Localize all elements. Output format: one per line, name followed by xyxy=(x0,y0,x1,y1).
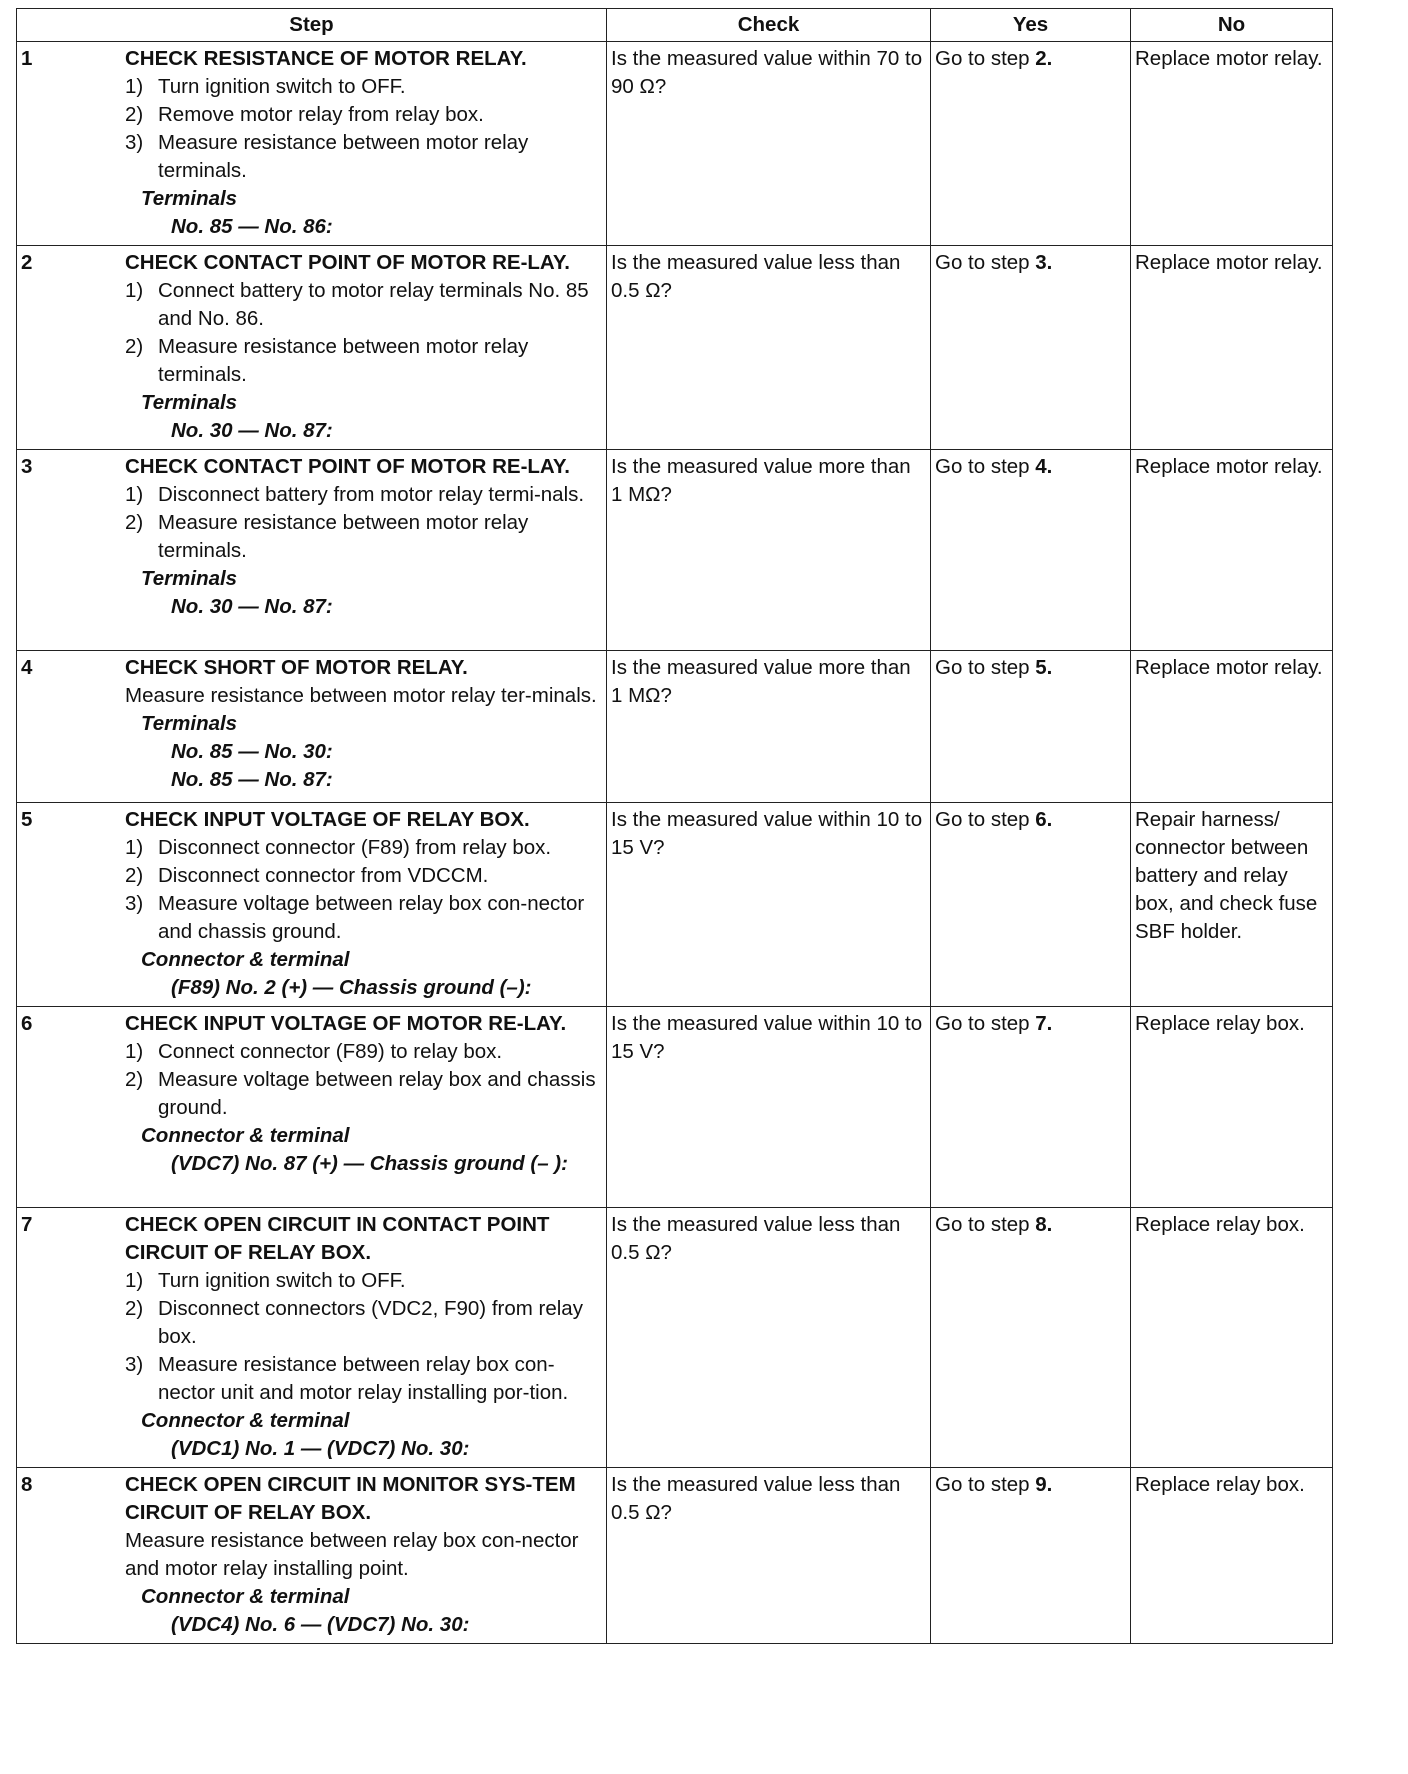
step-cell xyxy=(17,450,607,651)
check-cell: Is the measured value within 10 to 15 V? xyxy=(607,803,931,1007)
yes-prefix: Go to step xyxy=(935,251,1036,274)
procedure-item-number: 3) xyxy=(125,131,144,154)
procedure-item-text: Turn ignition switch to OFF. xyxy=(158,75,406,98)
procedure-item xyxy=(125,1267,602,1295)
procedure-item xyxy=(125,129,602,185)
procedure-item xyxy=(125,1038,602,1066)
terminal-value: (F89) No. 2 (+) — Chassis ground (–): xyxy=(171,976,532,999)
no-cell: Replace motor relay. xyxy=(1131,42,1333,246)
step-body xyxy=(125,450,606,625)
yes-step-ref: 9. xyxy=(1035,1473,1053,1496)
terminal-label: Connector & terminal xyxy=(141,948,350,971)
table-row xyxy=(17,42,1333,246)
procedure-item-text: Disconnect battery from motor relay termi-nals. xyxy=(158,483,585,506)
check-cell: Is the measured value within 70 to 90 Ω? xyxy=(607,42,931,246)
yes-step-ref: 8. xyxy=(1035,1213,1053,1236)
terminal-label: Connector & terminal xyxy=(141,1409,350,1432)
check-cell: Is the measured value less than 0.5 Ω? xyxy=(607,246,931,450)
step-number: 8 xyxy=(21,1473,33,1496)
step-number: 7 xyxy=(21,1213,33,1236)
table-row xyxy=(17,450,1333,651)
step-cell xyxy=(17,1007,607,1208)
header-no: No xyxy=(1131,9,1333,42)
check-cell: Is the measured value more than 1 MΩ? xyxy=(607,651,931,803)
table-row xyxy=(17,803,1333,1007)
procedure-item xyxy=(125,277,602,333)
procedure-item-number: 3) xyxy=(125,1353,144,1376)
procedure-item-text: Turn ignition switch to OFF. xyxy=(158,1269,406,1292)
procedure-item xyxy=(125,834,602,862)
terminal-label: Connector & terminal xyxy=(141,1585,350,1608)
procedure-item xyxy=(125,101,602,129)
yes-cell xyxy=(931,1007,1131,1208)
procedure-item-text: Measure resistance between relay box con-nector unit and motor relay installing por-tion. xyxy=(158,1353,569,1404)
procedure-item-number: 1) xyxy=(125,1269,144,1292)
terminal-label: Connector & terminal xyxy=(141,1124,350,1147)
step-title: CHECK INPUT VOLTAGE OF RELAY BOX. xyxy=(125,808,530,831)
yes-prefix: Go to step xyxy=(935,455,1036,478)
check-cell: Is the measured value more than 1 MΩ? xyxy=(607,450,931,651)
terminal-value: No. 30 — No. 87: xyxy=(171,595,333,618)
procedure-item-text: Disconnect connector from VDCCM. xyxy=(158,864,489,887)
check-cell: Is the measured value less than 0.5 Ω? xyxy=(607,1208,931,1468)
step-body xyxy=(125,803,606,1006)
step-cell xyxy=(17,1208,607,1468)
procedure-item-number: 2) xyxy=(125,511,144,534)
terminal-label: Terminals xyxy=(141,391,238,414)
yes-cell xyxy=(931,803,1131,1007)
no-cell: Replace relay box. xyxy=(1131,1007,1333,1208)
procedure-item xyxy=(125,333,602,389)
procedure-item-text: Measure resistance between motor relay terminals. xyxy=(158,511,529,562)
yes-cell xyxy=(931,1208,1131,1468)
procedure-item-text: Connect battery to motor relay terminals No. 85 and No. 86. xyxy=(158,279,589,330)
step-body xyxy=(125,651,606,798)
step-number: 2 xyxy=(21,251,33,274)
yes-cell xyxy=(931,651,1131,803)
yes-prefix: Go to step xyxy=(935,808,1036,831)
step-body xyxy=(125,1208,606,1467)
yes-step-ref: 4. xyxy=(1035,455,1053,478)
table-row xyxy=(17,1468,1333,1644)
step-number: 4 xyxy=(21,656,33,679)
terminal-value: (VDC7) No. 87 (+) — Chassis ground (– ): xyxy=(171,1152,568,1175)
header-yes: Yes xyxy=(931,9,1131,42)
procedure-item xyxy=(125,1351,602,1407)
procedure-item xyxy=(125,1295,602,1351)
yes-step-ref: 7. xyxy=(1035,1012,1053,1035)
yes-cell xyxy=(931,246,1131,450)
procedure-item-number: 1) xyxy=(125,1040,144,1063)
procedure-item xyxy=(125,1066,602,1122)
step-cell xyxy=(17,803,607,1007)
procedure-item-text: Measure voltage between relay box con-nector and chassis ground. xyxy=(158,892,585,943)
step-cell xyxy=(17,42,607,246)
step-number: 5 xyxy=(21,808,33,831)
terminal-value: No. 30 — No. 87: xyxy=(171,419,333,442)
yes-cell xyxy=(931,450,1131,651)
step-body xyxy=(125,1007,606,1182)
procedure-item-number: 3) xyxy=(125,892,144,915)
procedure-item-number: 1) xyxy=(125,279,144,302)
procedure-text: Measure resistance between relay box con-nector and motor relay installing point. xyxy=(125,1529,579,1580)
terminal-label: Terminals xyxy=(141,187,238,210)
procedure-item-text: Connect connector (F89) to relay box. xyxy=(158,1040,503,1063)
yes-step-ref: 5. xyxy=(1035,656,1053,679)
no-cell: Replace relay box. xyxy=(1131,1468,1333,1644)
table-row xyxy=(17,651,1333,803)
yes-prefix: Go to step xyxy=(935,1213,1036,1236)
no-cell: Replace relay box. xyxy=(1131,1208,1333,1468)
header-check: Check xyxy=(607,9,931,42)
step-body xyxy=(125,42,606,245)
step-number: 3 xyxy=(21,455,33,478)
procedure-text: Measure resistance between motor relay ter-minals. xyxy=(125,684,597,707)
step-number: 1 xyxy=(21,47,33,70)
no-cell: Replace motor relay. xyxy=(1131,450,1333,651)
procedure-item-text: Disconnect connectors (VDC2, F90) from relay box. xyxy=(158,1297,583,1348)
terminal-value: No. 85 — No. 86: xyxy=(171,215,333,238)
step-title: CHECK OPEN CIRCUIT IN CONTACT POINT CIRCUIT OF RELAY BOX. xyxy=(125,1213,550,1264)
step-body xyxy=(125,246,606,449)
procedure-item-text: Measure resistance between motor relay terminals. xyxy=(158,131,529,182)
procedure-item xyxy=(125,862,602,890)
table-body xyxy=(17,42,1333,1644)
step-number: 6 xyxy=(21,1012,33,1035)
yes-prefix: Go to step xyxy=(935,47,1036,70)
terminal-value: (VDC1) No. 1 — (VDC7) No. 30: xyxy=(171,1437,470,1460)
step-title: CHECK INPUT VOLTAGE OF MOTOR RE-LAY. xyxy=(125,1012,567,1035)
no-cell: Repair harness/ connector between battery and relay box, and check fuse SBF holder. xyxy=(1131,803,1333,1007)
step-cell xyxy=(17,246,607,450)
step-body xyxy=(125,1468,606,1643)
procedure-item-number: 2) xyxy=(125,864,144,887)
procedure-item-text: Disconnect connector (F89) from relay box. xyxy=(158,836,552,859)
yes-prefix: Go to step xyxy=(935,656,1036,679)
check-cell: Is the measured value within 10 to 15 V? xyxy=(607,1007,931,1208)
step-title: CHECK SHORT OF MOTOR RELAY. xyxy=(125,656,468,679)
yes-step-ref: 6. xyxy=(1035,808,1053,831)
header-row xyxy=(17,9,1333,42)
yes-prefix: Go to step xyxy=(935,1012,1036,1035)
terminal-label: Terminals xyxy=(141,712,238,735)
table-row xyxy=(17,1208,1333,1468)
terminal-value: (VDC4) No. 6 — (VDC7) No. 30: xyxy=(171,1613,470,1636)
procedure-item-number: 2) xyxy=(125,1068,144,1091)
no-cell: Replace motor relay. xyxy=(1131,651,1333,803)
procedure-item xyxy=(125,73,602,101)
procedure-item-number: 2) xyxy=(125,1297,144,1320)
procedure-item xyxy=(125,481,602,509)
step-title: CHECK CONTACT POINT OF MOTOR RE-LAY. xyxy=(125,455,570,478)
check-cell: Is the measured value less than 0.5 Ω? xyxy=(607,1468,931,1644)
table-row xyxy=(17,1007,1333,1208)
procedure-item-number: 1) xyxy=(125,75,144,98)
step-title: CHECK CONTACT POINT OF MOTOR RE-LAY. xyxy=(125,251,570,274)
yes-step-ref: 3. xyxy=(1035,251,1053,274)
step-cell xyxy=(17,651,607,803)
diagnostic-table xyxy=(16,8,1333,1644)
procedure-item-text: Measure resistance between motor relay terminals. xyxy=(158,335,529,386)
procedure-item-text: Measure voltage between relay box and chassis ground. xyxy=(158,1068,596,1119)
step-title: CHECK OPEN CIRCUIT IN MONITOR SYS-TEM CIRCUIT OF RELAY BOX. xyxy=(125,1473,576,1524)
procedure-item-text: Remove motor relay from relay box. xyxy=(158,103,484,126)
terminal-value: No. 85 — No. 87: xyxy=(171,768,333,791)
procedure-item-number: 1) xyxy=(125,836,144,859)
yes-cell xyxy=(931,1468,1131,1644)
terminal-label: Terminals xyxy=(141,567,238,590)
procedure-item xyxy=(125,890,602,946)
terminal-value: No. 85 — No. 30: xyxy=(171,740,333,763)
yes-cell xyxy=(931,42,1131,246)
procedure-item-number: 2) xyxy=(125,335,144,358)
no-cell: Replace motor relay. xyxy=(1131,246,1333,450)
step-cell xyxy=(17,1468,607,1644)
procedure-item xyxy=(125,509,602,565)
table-row xyxy=(17,246,1333,450)
procedure-item-number: 1) xyxy=(125,483,144,506)
yes-prefix: Go to step xyxy=(935,1473,1036,1496)
procedure-item-number: 2) xyxy=(125,103,144,126)
yes-step-ref: 2. xyxy=(1035,47,1053,70)
step-title: CHECK RESISTANCE OF MOTOR RELAY. xyxy=(125,47,527,70)
header-step: Step xyxy=(17,9,607,42)
